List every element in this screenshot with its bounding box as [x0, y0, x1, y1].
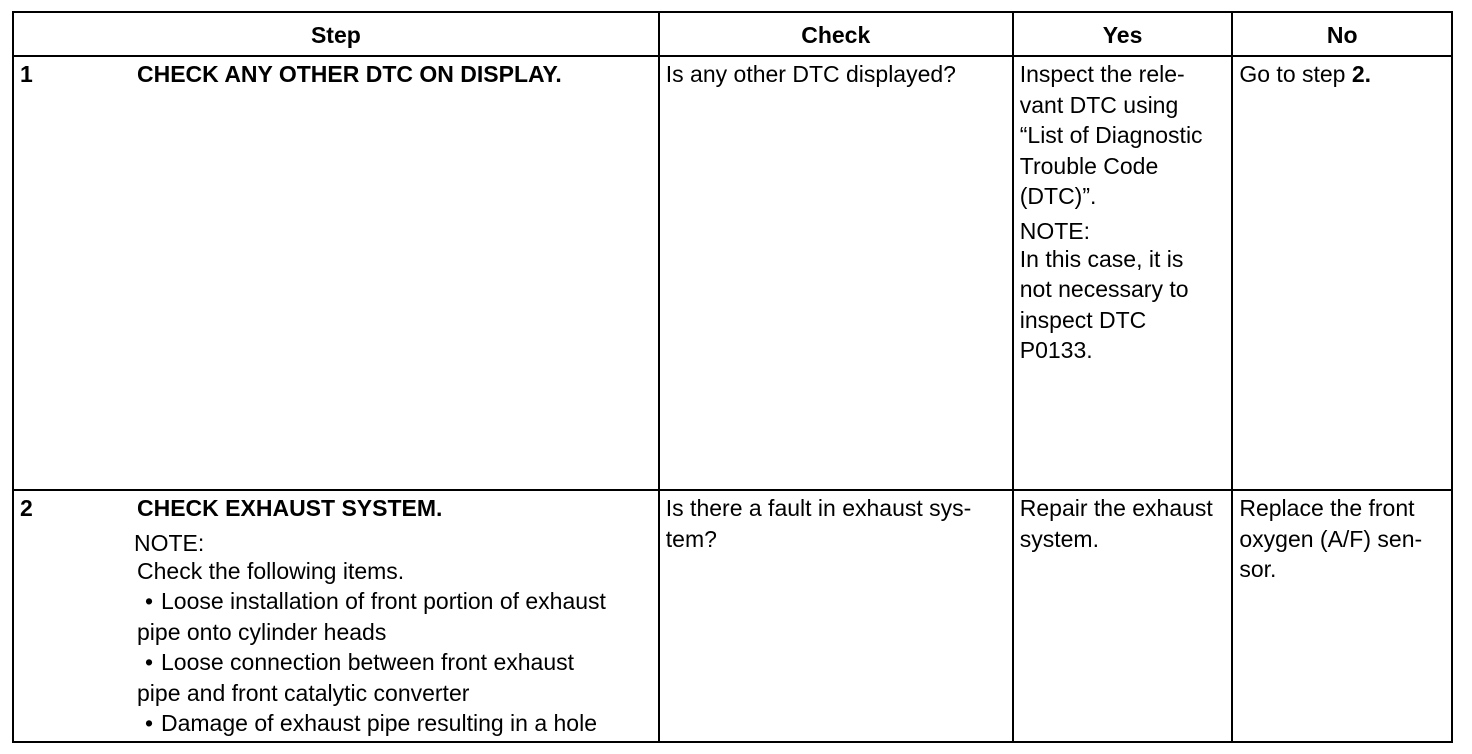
- check-item: [137, 586, 652, 617]
- check-item: [137, 647, 652, 678]
- check-item-continued: pipe and front catalytic converter: [137, 679, 470, 706]
- yes-line: (DTC)”.: [1019, 183, 1097, 209]
- check-cell: [659, 490, 1013, 742]
- yes-line: Trouble Code: [1019, 152, 1159, 179]
- step-number: 1: [20, 61, 33, 87]
- step-cell: [13, 56, 659, 490]
- yes-line: vant DTC using: [1019, 91, 1179, 118]
- yes-cell: [1013, 490, 1233, 742]
- check-line: tem?: [665, 525, 717, 552]
- note-label: NOTE:: [134, 529, 205, 556]
- yes-line: system.: [1019, 525, 1099, 552]
- yes-line: Repair the exhaust: [1019, 495, 1213, 521]
- step-title: CHECK ANY OTHER DTC ON DISPLAY.: [137, 61, 562, 87]
- no-line: sor.: [1239, 556, 1277, 582]
- yes-note-line: In this case, it is: [1019, 245, 1184, 272]
- bullet-icon: •: [144, 588, 154, 614]
- yes-line: “List of Diagnostic: [1019, 122, 1203, 148]
- check-item: [137, 708, 652, 739]
- header-check: Check: [659, 12, 1013, 56]
- no-step-link: 2.: [1351, 61, 1372, 87]
- bullet-icon: •: [144, 649, 154, 675]
- no-cell: [1232, 490, 1452, 742]
- diagnostic-table: [12, 11, 1453, 743]
- no-line: oxygen (A/F) sen-: [1239, 525, 1423, 552]
- header-step: Step: [13, 12, 659, 56]
- bullet-icon: •: [144, 710, 154, 736]
- check-line: Is any other DTC displayed?: [665, 61, 956, 87]
- step-number: 2: [20, 495, 33, 521]
- step-title: CHECK EXHAUST SYSTEM.: [137, 495, 443, 521]
- note-intro: Check the following items.: [137, 557, 405, 584]
- check-item-text: Loose installation of front portion of exhaust: [161, 588, 606, 614]
- header-yes: Yes: [1013, 12, 1233, 56]
- no-text: Go to step: [1239, 61, 1352, 87]
- yes-note-line: P0133.: [1019, 337, 1093, 363]
- step-cell: [13, 490, 659, 742]
- yes-line: Inspect the rele-: [1019, 61, 1185, 87]
- table-row: [13, 56, 1452, 490]
- header-row: [13, 12, 1452, 56]
- no-cell: [1232, 56, 1452, 490]
- table-row: [13, 490, 1452, 742]
- header-no: No: [1232, 12, 1452, 56]
- yes-note-label: NOTE:: [1019, 217, 1091, 244]
- check-item-text: Damage of exhaust pipe resulting in a hole: [161, 710, 598, 736]
- yes-note-line: inspect DTC: [1019, 306, 1147, 333]
- yes-cell: [1013, 56, 1233, 490]
- check-line: Is there a fault in exhaust sys-: [665, 495, 972, 521]
- check-cell: [659, 56, 1013, 490]
- check-item-continued: pipe onto cylinder heads: [137, 618, 387, 645]
- check-item-text: Loose connection between front exhaust: [161, 649, 575, 675]
- no-line: Replace the front: [1239, 495, 1415, 521]
- yes-note-line: not necessary to: [1019, 276, 1189, 302]
